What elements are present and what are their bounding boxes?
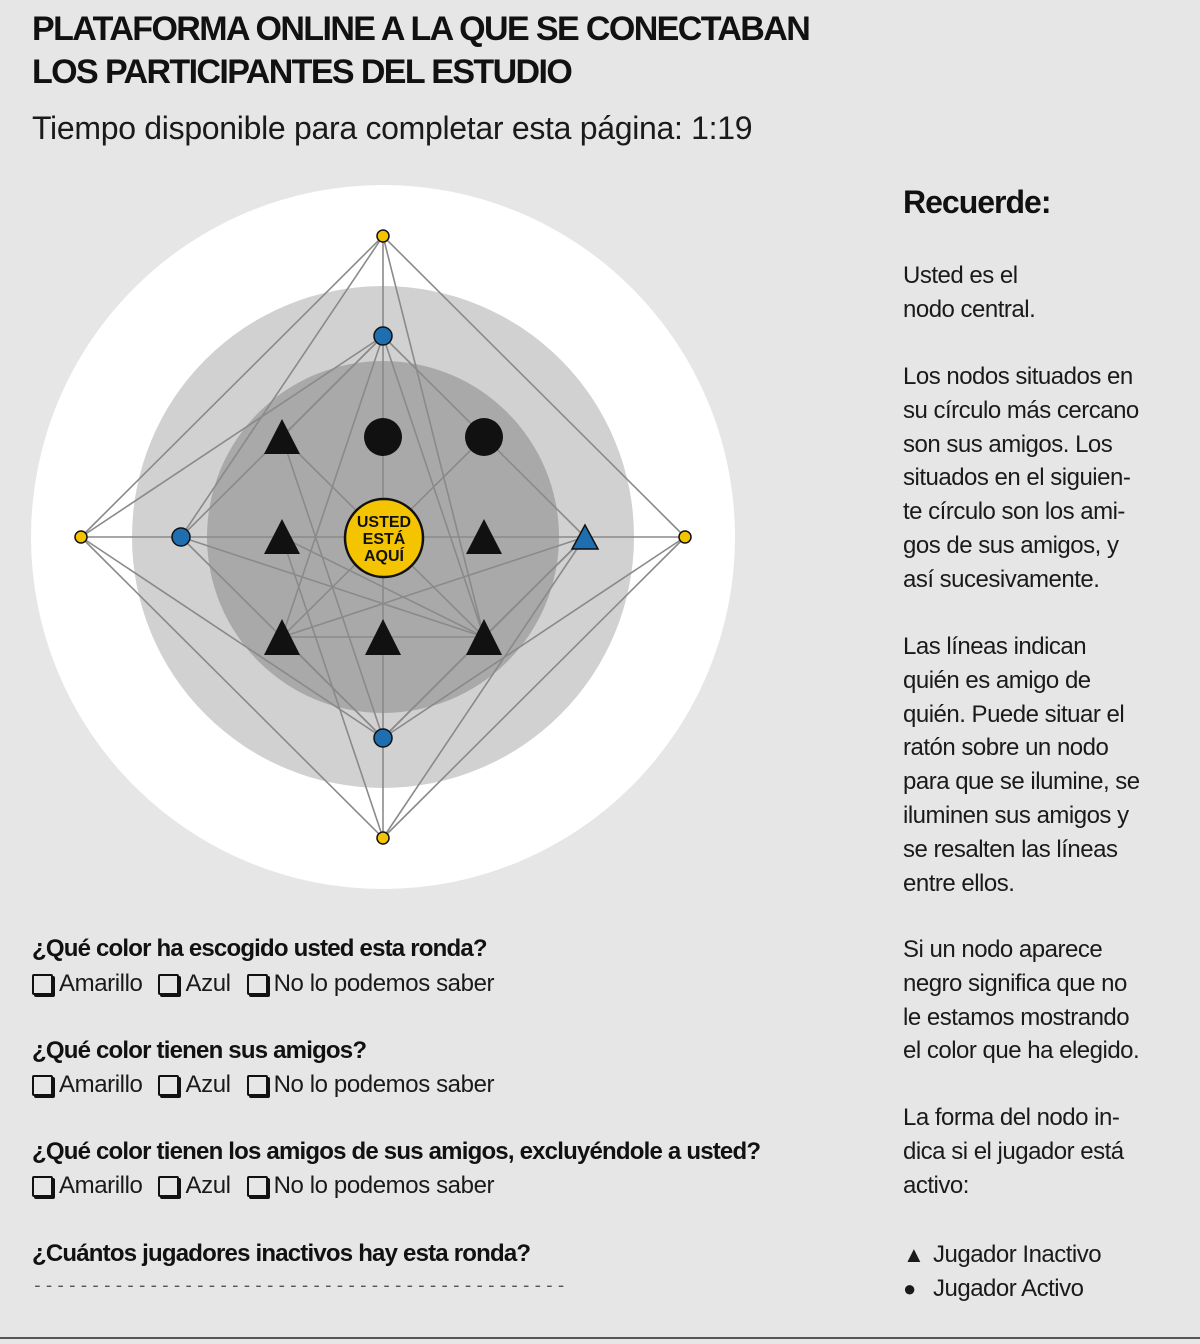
q2-option-azul[interactable]: Azul (158, 1071, 230, 1099)
yellow-node-top[interactable] (377, 230, 389, 242)
sidebar-paragraph-2: Los nodos situados en su círculo más cercano son sus amigos. Los situados en el siguien- te círculo son los ami- gos de sus amigos, y así sucesivamente. (903, 363, 1139, 593)
user-node[interactable] (345, 499, 423, 577)
yellow-node-left[interactable] (75, 531, 87, 543)
checkbox[interactable] (247, 974, 268, 995)
legend-inactive-label: Jugador Inactivo (933, 1241, 1102, 1268)
legend-inactive (903, 1238, 1101, 1272)
sidebar-paragraph-4: Si un nodo aparece negro significa que no le estamos mostrando el color que ha elegido. (903, 936, 1140, 1065)
circle-icon: ● (903, 1276, 916, 1301)
yellow-node-right[interactable] (679, 531, 691, 543)
title-line-2: LOS PARTICIPANTES DEL ESTUDIO (32, 53, 572, 91)
blue-node-top[interactable] (374, 327, 392, 345)
question-3-options (32, 1172, 510, 1200)
checkbox[interactable] (32, 1176, 53, 1197)
question-1: ¿Qué color ha escogido usted esta ronda? (32, 935, 487, 962)
question-4: ¿Cuántos jugadores inactivos hay esta ronda? (32, 1240, 531, 1267)
checkbox[interactable] (32, 1075, 53, 1096)
friend-active-node-2[interactable] (465, 418, 503, 456)
sidebar-title: Recuerde: (903, 184, 1051, 220)
user-node-label-2: ESTÁ (362, 531, 406, 548)
question-2-options (32, 1071, 510, 1099)
user-node-label-3: AQUÍ (364, 548, 404, 565)
page-title (32, 8, 912, 94)
checkbox[interactable] (158, 1176, 179, 1197)
q3-option-azul[interactable]: Azul (158, 1172, 230, 1200)
triangle-icon: ▲ (903, 1242, 925, 1267)
sidebar-paragraph-5: La forma del nodo in- dica si el jugador está activo: (903, 1104, 1124, 1199)
q1-option-azul[interactable]: Azul (158, 970, 230, 998)
title-line-1: PLATAFORMA ONLINE A LA QUE SE CONECTABAN (32, 10, 810, 48)
checkbox[interactable] (247, 1176, 268, 1197)
checkbox[interactable] (247, 1075, 268, 1096)
friend-active-node-1[interactable] (364, 418, 402, 456)
q2-option-amarillo[interactable]: Amarillo (32, 1071, 142, 1099)
network-diagram (20, 175, 750, 895)
legend-active (903, 1272, 1101, 1306)
time-remaining: Tiempo disponible para completar esta página: 1:19 (32, 110, 753, 146)
checkbox[interactable] (158, 1075, 179, 1096)
blue-node-left[interactable] (172, 528, 190, 546)
question-1-options (32, 970, 510, 998)
q3-option-amarillo[interactable]: Amarillo (32, 1172, 142, 1200)
q2-option-no-saber[interactable]: No lo podemos saber (247, 1071, 495, 1099)
user-node-label-1: USTED (356, 514, 412, 531)
question-3: ¿Qué color tienen los amigos de sus amigos, excluyéndole a usted? (32, 1138, 761, 1165)
node-shape-legend (903, 1238, 1101, 1306)
q1-option-amarillo[interactable]: Amarillo (32, 970, 142, 998)
checkbox[interactable] (32, 974, 53, 995)
sidebar-paragraph-1: Usted es el nodo central. (903, 262, 1036, 323)
question-2: ¿Qué color tienen sus amigos? (32, 1037, 367, 1064)
q3-option-no-saber[interactable]: No lo podemos saber (247, 1172, 495, 1200)
q1-option-no-saber[interactable]: No lo podemos saber (247, 970, 495, 998)
legend-active-label: Jugador Activo (933, 1275, 1084, 1302)
checkbox[interactable] (158, 974, 179, 995)
answer-blank[interactable]: ---------------------------------------------- (32, 1275, 568, 1296)
bottom-divider (0, 1337, 1200, 1339)
sidebar-paragraph-3: Las líneas indican quién es amigo de quién. Puede situar el ratón sobre un nodo para que se ilumine, se iluminen sus amigos y se resalten las líneas entre ellos. (903, 633, 1140, 897)
yellow-node-bottom[interactable] (377, 832, 389, 844)
blue-node-bottom[interactable] (374, 729, 392, 747)
